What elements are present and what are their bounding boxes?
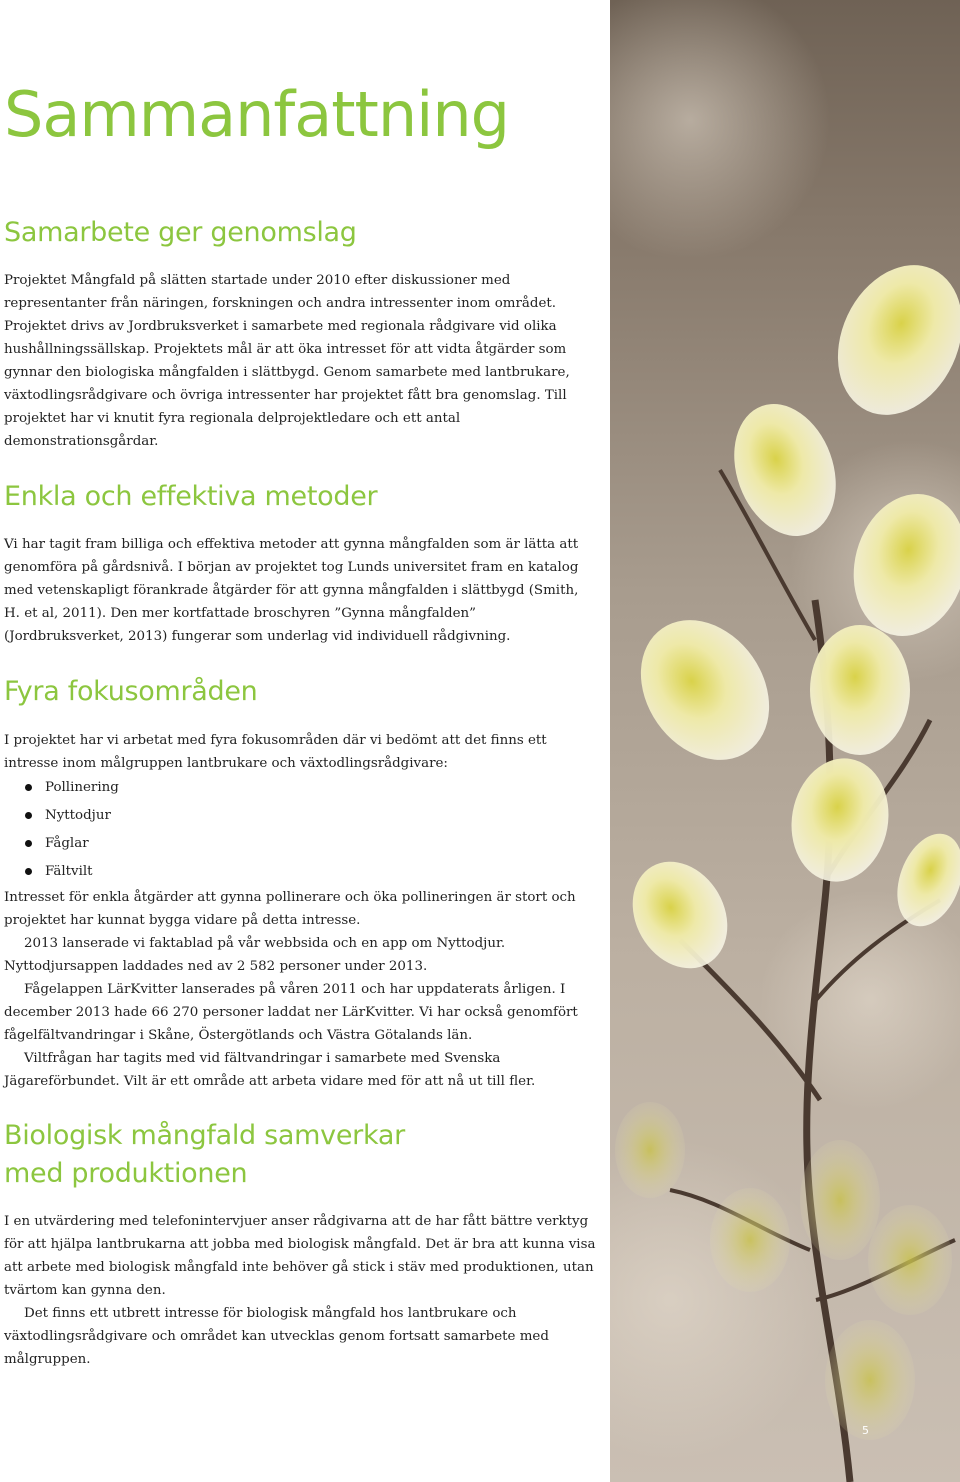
bullet-icon bbox=[25, 868, 32, 875]
paragraph-biologisk-mangfald bbox=[4, 1210, 596, 1371]
heading-biologisk-mangfald bbox=[4, 1117, 405, 1193]
paragraph-fokus-body bbox=[4, 886, 596, 1093]
page-title: Sammanfattning bbox=[4, 78, 510, 151]
bullet-icon bbox=[25, 784, 32, 791]
heading-line-2: med produktionen bbox=[4, 1158, 248, 1189]
list-item: Nyttodjur bbox=[4, 802, 119, 830]
list-item: Fältvilt bbox=[4, 858, 119, 886]
heading-samarbete: Samarbete ger genomslag bbox=[4, 217, 357, 248]
body-text: Det finns ett utbrett intresse för biologisk mångfald hos lantbrukare och växtodlingsrådgivare och området kan utvecklas genom fortsatt samarbete med målgruppen. bbox=[4, 1306, 549, 1367]
body-text: 2013 lanserade vi faktablad på vår webbsida och en app om Nyttodjur. Nyttodjursappen laddades ned av 2 582 personer under 2013. bbox=[4, 936, 506, 974]
body-text: Viltfrågan har tagits med vid fältvandringar i samarbete med Svenska Jägareförbundet. Vilt är ett område att arbeta vidare med för att nå ut till fler. bbox=[4, 1051, 536, 1089]
list-item: Fåglar bbox=[4, 830, 119, 858]
body-text: I en utvärdering med telefonintervjuer anser rådgivarna att de har fått bättre verktyg för att hjälpa lantbrukarna att jobba med biologisk mångfald. Det är bra att kunna visa att arbete med biologisk mångfald inte behöver gå stick i stäv med produktionen, utan tvärtom kan gynna den. bbox=[4, 1214, 596, 1298]
body-text: Fågelappen LärKvitter lanserades på våren 2011 och har uppdaterats årligen. I december 2013 hade 66 270 personer laddat ner LärKvitter. Vi har också genomfört fågelfältvandringar i Skåne, Östergötlands och Västra Götalands län. bbox=[4, 982, 578, 1043]
body-text: Vi har tagit fram billiga och effektiva metoder att gynna mångfalden som är lätta att genomföra på gårdsnivå. I början av projektet tog Lunds universitet fram en katalog med vetenskapligt förankrade åtgärder för att gynna mångfalden i slättbygd (Smith, H. et al, 2011). Den mer kortfattade broschyren ”Gynna mångfalden” (Jordbruksverket, 2013) fungerar som underlag vid individuell rådgivning. bbox=[4, 537, 579, 644]
body-text: Projektet Mångfald på slätten startade under 2010 efter diskussioner med representanter från näringen, forskningen och andra intressenter inom området. Projektet drivs av Jordbruksverket i samarbete med regionala rådgivare vid olika hushållningssällskap. Projektets mål är att öka intresset för att vidta åtgärder som gynnar den biologiska mångfalden i slättbygd. Genom samarbete med lantbrukare, växtodlingsrådgivare och övriga intressenter har projektet fått bra genomslag. Till projektet har vi knutit fyra regionala delprojektledare och ett antal demonstrationsgårdar. bbox=[4, 273, 570, 449]
paragraph-enkla-metoder bbox=[4, 533, 596, 648]
paragraph-samarbete bbox=[4, 269, 596, 453]
body-text: I projektet har vi arbetat med fyra fokusområden där vi bedömt att det finns ett intresse inom målgruppen lantbrukare och växtodlingsrådgivare: bbox=[4, 733, 547, 771]
bullet-icon bbox=[25, 840, 32, 847]
paragraph-fokus-intro bbox=[4, 729, 596, 775]
heading-line-1: Biologisk mångfald samverkar bbox=[4, 1120, 405, 1151]
catkin-illustration bbox=[610, 0, 960, 1482]
page-number: 5 bbox=[862, 1424, 869, 1437]
willow-catkins-photo bbox=[610, 0, 960, 1482]
body-text: Intresset för enkla åtgärder att gynna pollinerare och öka pollineringen är stort och projektet har kunnat bygga vidare på detta intresse. bbox=[4, 890, 576, 928]
list-item: Pollinering bbox=[4, 774, 119, 802]
focus-list bbox=[4, 774, 119, 886]
bullet-icon bbox=[25, 812, 32, 819]
heading-enkla-metoder: Enkla och effektiva metoder bbox=[4, 481, 378, 512]
heading-fokusomraden: Fyra fokusområden bbox=[4, 676, 258, 707]
